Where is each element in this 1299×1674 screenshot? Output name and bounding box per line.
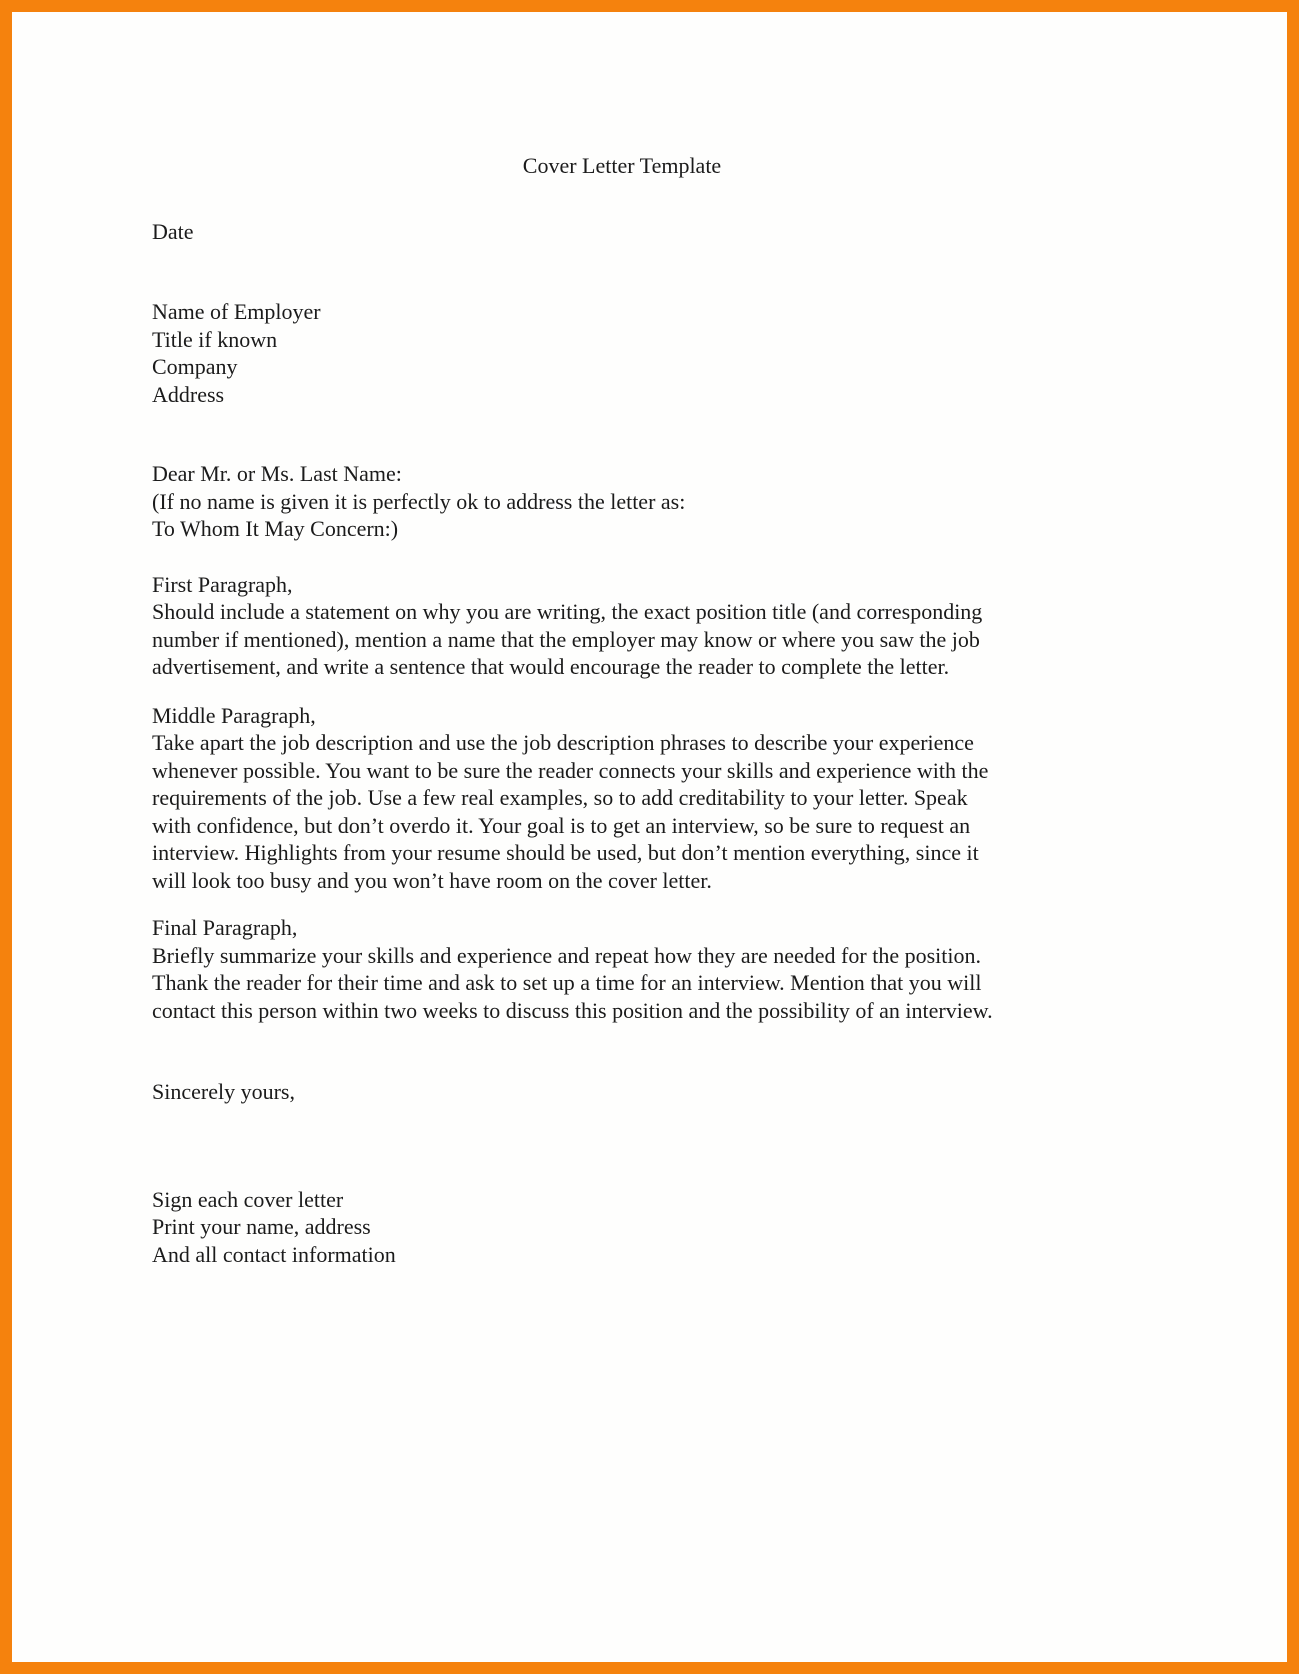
employer-company-line: Company <box>152 354 238 379</box>
final-paragraph-line: Briefly summarize your skills and experience and repeat how they are needed for the position. <box>152 942 981 968</box>
letter-content <box>152 152 1162 1268</box>
employer-address-block <box>152 298 1162 408</box>
employer-title-line: Title if known <box>152 326 278 352</box>
signature-instructions-block <box>152 1186 1162 1269</box>
middle-paragraph-line: will look too busy and you won’t have room on the cover letter. <box>152 867 712 893</box>
employer-address-line: Address <box>152 381 225 407</box>
closing-block <box>152 1078 1162 1106</box>
salutation-block <box>152 460 1162 543</box>
first-paragraph-line: number if mentioned), mention a name that the employer may know or where you saw the job <box>152 626 980 652</box>
middle-paragraph-line: whenever possible. You want to be sure the reader connects your skills and experience with the <box>152 757 989 783</box>
closing-line: Sincerely yours, <box>152 1079 295 1104</box>
date-label: Date <box>152 218 194 244</box>
middle-paragraph-line: requirements of the job. Use a few real examples, so to add creditability to your letter. Speak <box>152 785 968 810</box>
first-paragraph-section <box>152 571 1162 681</box>
middle-paragraph-heading: Middle Paragraph, <box>152 702 316 728</box>
middle-paragraph-section <box>152 702 1162 895</box>
first-paragraph-line: advertisement, and write a sentence that would encourage the reader to complete the letter. <box>152 654 950 679</box>
letter-page <box>12 12 1287 1662</box>
page-title: Cover Letter Template <box>522 153 722 178</box>
signature-line: Sign each cover letter <box>152 1186 344 1212</box>
salutation-note-line-1: (If no name is given it is perfectly ok to address the letter as: <box>152 488 686 514</box>
first-paragraph-line: Should include a statement on why you are writing, the exact position title (and corresponding <box>152 599 983 624</box>
first-paragraph-heading: First Paragraph, <box>152 571 293 597</box>
date-block <box>152 218 1162 246</box>
signature-line: And all contact information <box>152 1241 396 1267</box>
signature-line: Print your name, address <box>152 1214 371 1239</box>
final-paragraph-section <box>152 914 1162 1024</box>
salutation-note-line-2: To Whom It May Concern:) <box>152 516 399 541</box>
salutation-line: Dear Mr. or Ms. Last Name: <box>152 461 402 486</box>
final-paragraph-heading: Final Paragraph, <box>152 915 298 940</box>
employer-name-line: Name of Employer <box>152 299 321 324</box>
middle-paragraph-line: Take apart the job description and use the job description phrases to describe your experience <box>152 730 974 755</box>
middle-paragraph-line: with confidence, but don’t overdo it. Your goal is to get an interview, so be sure to request an <box>152 812 971 838</box>
final-paragraph-line: contact this person within two weeks to discuss this position and the possibility of an interview. <box>152 997 993 1023</box>
middle-paragraph-line: interview. Highlights from your resume should be used, but don’t mention everything, since it <box>152 840 979 865</box>
final-paragraph-line: Thank the reader for their time and ask to set up a time for an interview. Mention that you will <box>152 970 982 995</box>
